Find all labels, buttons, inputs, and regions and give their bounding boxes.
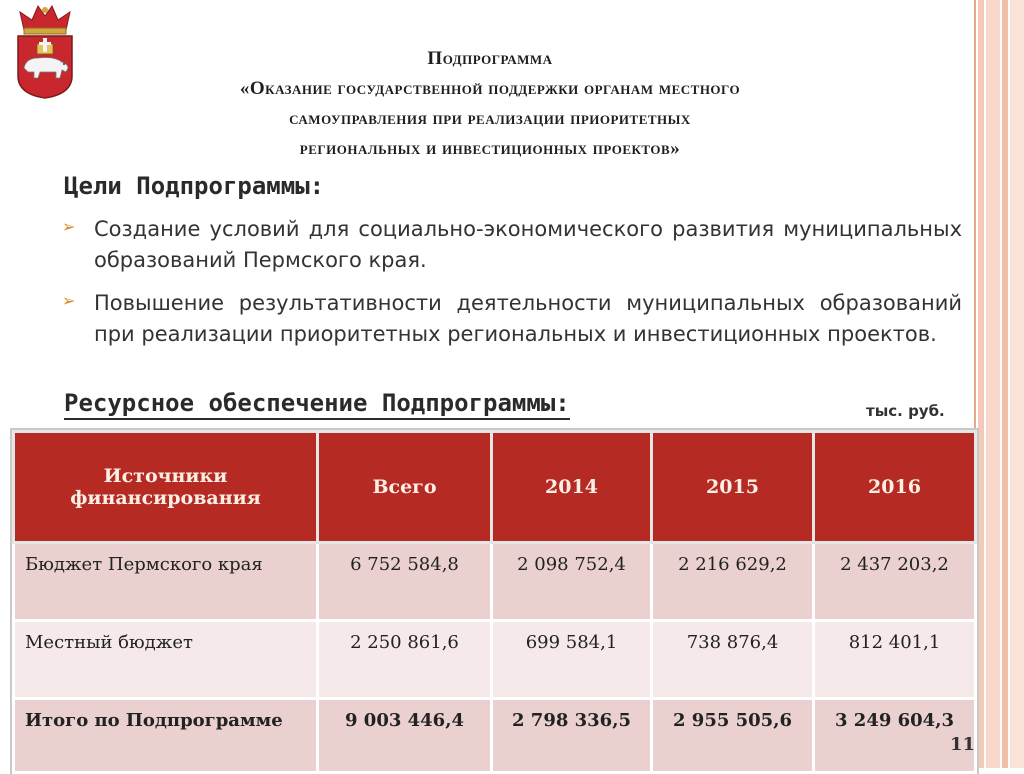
arrow-bullet-icon: ➢ xyxy=(62,219,76,236)
border-stripe xyxy=(986,0,1000,768)
goal-item xyxy=(62,288,962,350)
row-label: Итого по Подпрограмме xyxy=(14,699,318,773)
financing-table xyxy=(12,430,977,774)
units-label: тыс. руб. xyxy=(866,402,945,420)
cell-2016: 812 401,1 xyxy=(814,621,976,699)
header-2016: 2016 xyxy=(814,432,976,543)
border-stripe xyxy=(978,0,984,768)
table-header-row xyxy=(14,432,976,543)
goals-list xyxy=(62,214,962,362)
slide-title xyxy=(110,44,870,164)
border-stripe xyxy=(1010,0,1024,768)
title-line: «Оказание государственной поддержки органам местного xyxy=(239,78,741,99)
header-2014: 2014 xyxy=(492,432,652,543)
cell-2014: 2 798 336,5 xyxy=(492,699,652,773)
cell-total: 2 250 861,6 xyxy=(318,621,492,699)
cell-2016: 3 249 604,3 xyxy=(814,699,976,773)
row-label: Бюджет Пермского края xyxy=(14,543,318,621)
cell-2015: 2 955 505,6 xyxy=(652,699,814,773)
arrow-bullet-icon: ➢ xyxy=(62,293,76,310)
perm-krai-coat-of-arms-icon xyxy=(10,2,80,100)
goal-text: Повышение результативности деятельности муниципальных образований при реализации приоритетных региональных и инвестиционных проектов. xyxy=(94,291,962,346)
title-line: Подпрограмма xyxy=(427,48,553,69)
goals-heading: Цели Подпрограммы: xyxy=(64,172,325,200)
header-source: Источники финансирования xyxy=(14,432,318,543)
cell-total: 6 752 584,8 xyxy=(318,543,492,621)
border-stripe xyxy=(1002,0,1008,768)
cell-2016: 2 437 203,2 xyxy=(814,543,976,621)
cell-2015: 738 876,4 xyxy=(652,621,814,699)
header-total: Всего xyxy=(318,432,492,543)
table-row xyxy=(14,621,976,699)
cell-total: 9 003 446,4 xyxy=(318,699,492,773)
page-number: 11 xyxy=(950,734,976,755)
cell-2014: 699 584,1 xyxy=(492,621,652,699)
resources-heading: Ресурсное обеспечение Подпрограммы: xyxy=(64,388,570,420)
cell-2014: 2 098 752,4 xyxy=(492,543,652,621)
title-line: региональных и инвестиционных проектов» xyxy=(299,138,681,159)
goal-text: Создание условий для социально-экономического развития муниципальных образований Пермского края. xyxy=(94,217,962,272)
header-2015: 2015 xyxy=(652,432,814,543)
cell-2015: 2 216 629,2 xyxy=(652,543,814,621)
table-row-total xyxy=(14,699,976,773)
goal-item xyxy=(62,214,962,276)
row-label: Местный бюджет xyxy=(14,621,318,699)
title-line: самоуправления при реализации приоритетных xyxy=(289,108,691,129)
table-row xyxy=(14,543,976,621)
